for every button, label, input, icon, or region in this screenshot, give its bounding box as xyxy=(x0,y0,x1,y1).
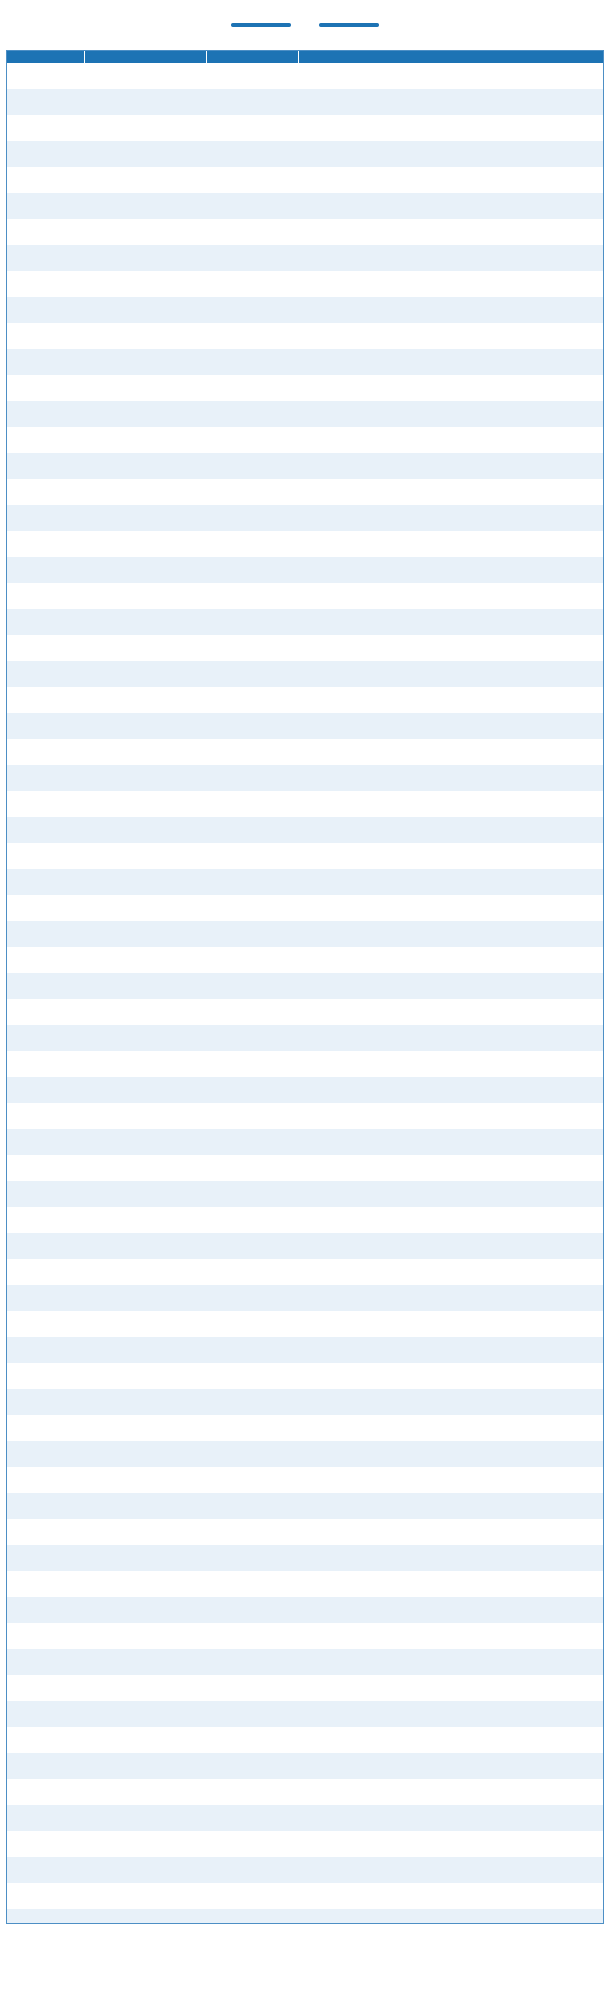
header-3 xyxy=(207,51,299,63)
header-4 xyxy=(299,51,603,63)
table-body xyxy=(7,63,603,1923)
left-decoration xyxy=(231,23,291,27)
header-1 xyxy=(7,51,85,63)
title-row xyxy=(0,6,610,44)
results-table xyxy=(6,50,604,1924)
header-2 xyxy=(85,51,207,63)
right-decoration xyxy=(319,23,379,27)
table-header xyxy=(7,51,603,63)
